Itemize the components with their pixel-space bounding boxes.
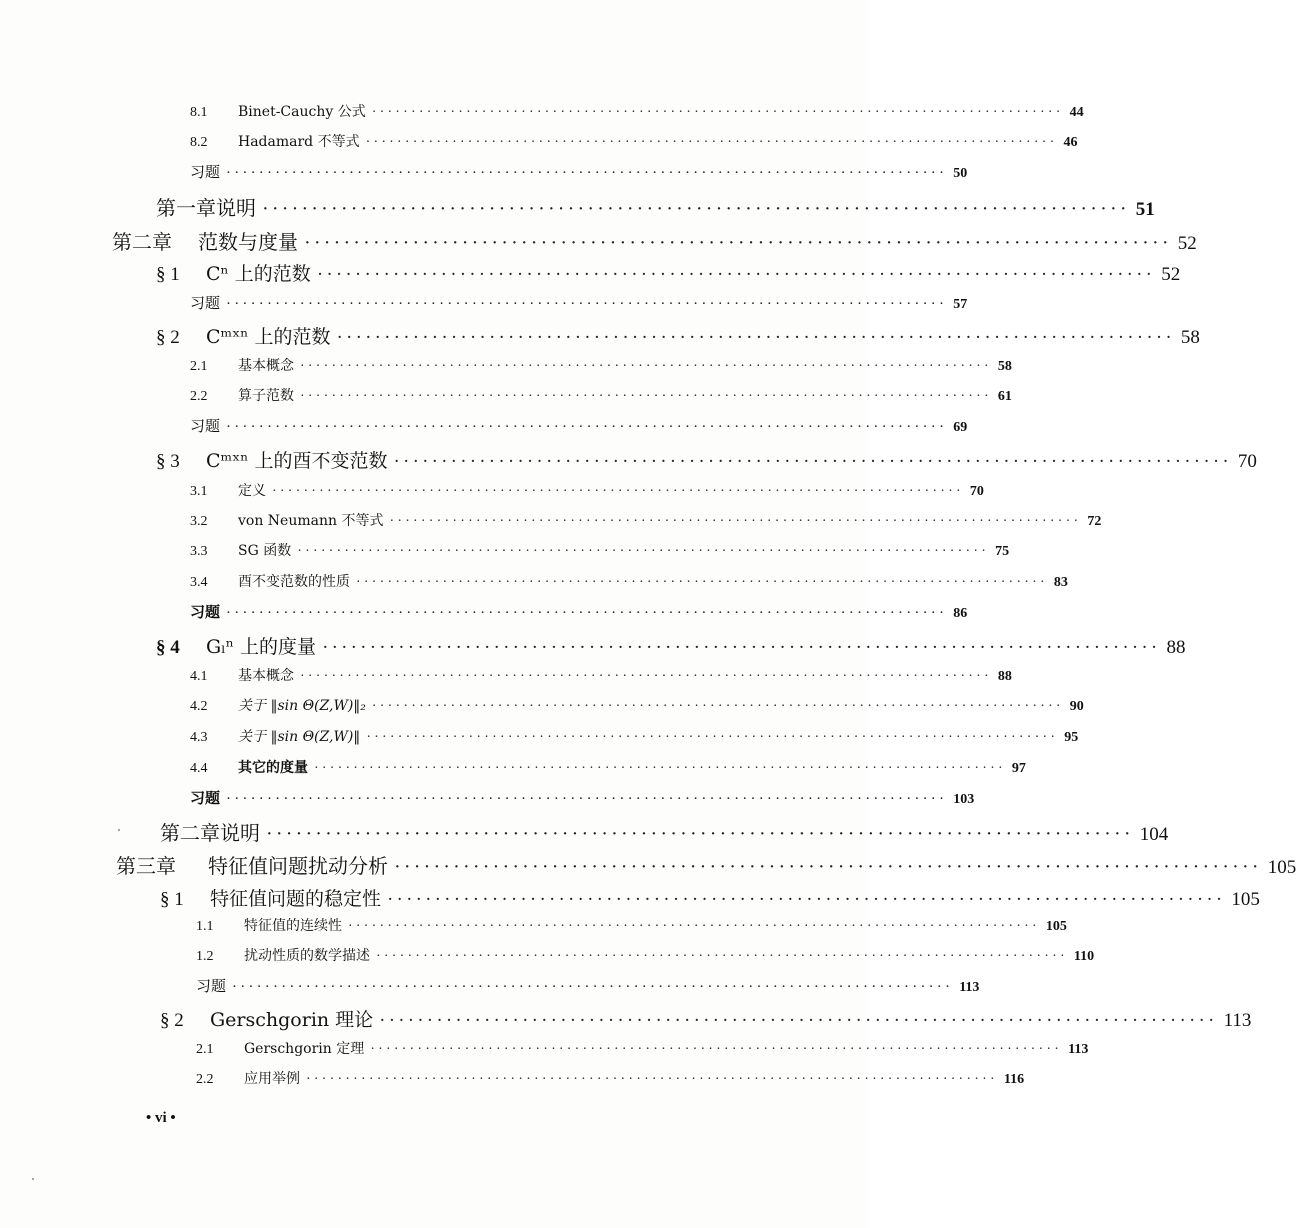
section-number: 4.4 [190,761,208,776]
leader-dots: ························································································ [365,135,1058,150]
section-number: 8.2 [190,135,208,150]
section-number: 3.2 [190,514,208,529]
section-number: 1.1 [196,919,214,934]
section-number: 2.1 [196,1042,214,1057]
entry-title: 第一章说明 [156,196,256,220]
leader-dots: ························································································ [226,296,948,312]
leader-dots: ························································································ [336,327,1175,348]
toc-entry-4-2[interactable] [190,695,1084,715]
toc-entry-3-1[interactable] [190,480,984,500]
leader-dots: ························································································ [304,232,1172,254]
page-number: 113 [1068,1042,1089,1057]
toc-entry-3-2[interactable] [190,510,1102,530]
leader-dots: ························································································ [314,761,1006,776]
section-number: 2.1 [190,359,208,374]
entry-title: 关于 ‖sin Θ(Z,W)‖₂ [238,698,366,714]
page-number: 104 [1139,824,1169,845]
toc-entry-3-section1[interactable] [160,884,1260,911]
leader-dots: ························································································ [348,919,1040,934]
leader-dots: ························································································ [393,451,1232,472]
page-number: 57 [953,297,968,312]
entry-title: Gₗⁿ 上的度量 [206,636,317,658]
entry-title: von Neumann 不等式 [238,513,384,529]
toc-entry-1-1[interactable] [196,915,1067,935]
entry-title: 习题 [190,789,221,807]
section-number: § 4 [156,637,180,658]
leader-dots: ························································································ [226,165,948,181]
toc-entry-2-1-gerschgorin[interactable] [196,1038,1089,1058]
page-number: 70 [969,484,984,499]
entry-title: 应用举例 [244,1071,300,1087]
section-number: 2.2 [190,389,208,404]
page-number: 69 [953,420,968,435]
toc-entry-chapter3[interactable] [116,850,1296,879]
page-number: 113 [1223,1010,1252,1031]
section-number: § 1 [156,264,180,285]
page-number: 70 [1237,451,1257,472]
leader-dots: ························································································ [366,730,1059,745]
chapter-number: 第三章 [116,854,176,878]
page-footer-number: • vi • [146,1110,176,1126]
entry-title: 习题 [190,417,221,435]
section-number: 3.1 [190,484,208,499]
toc-entry-2-2-examples[interactable] [196,1068,1025,1088]
entry-title: 基本概念 [238,358,294,374]
leader-dots: ························································································ [226,791,948,807]
leader-dots: ························································································ [300,669,992,684]
leader-dots: ························································································ [297,544,990,559]
section-number: § 1 [160,889,184,910]
entry-title: 算子范数 [238,388,294,404]
entry-title: Binet-Cauchy 公式 [238,104,366,120]
toc-entry-exercises[interactable] [196,975,980,996]
leader-dots: ························································································ [394,856,1262,878]
entry-title: 习题 [196,977,227,995]
leader-dots: ························································································ [226,419,948,435]
page-number: 105 [1045,919,1067,934]
entry-title: Gerschgorin 理论 [210,1009,374,1031]
leader-dots: ························································································ [316,264,1156,285]
entry-title: 定义 [238,483,266,499]
leader-dots: ························································································ [379,1010,1218,1031]
entry-title: 特征值的连续性 [244,918,342,934]
entry-title: Cᵐˣⁿ 上的酉不变范数 [206,450,388,472]
page-number: 88 [1166,637,1186,658]
toc-entry-exercises[interactable] [190,415,968,436]
page-number: 52 [1161,264,1181,285]
toc-entry-chapter2[interactable] [112,226,1197,255]
entry-title: 第二章说明 [160,821,260,845]
entry-title: 其它的度量 [238,760,308,776]
entry-title: 习题 [190,603,221,621]
entry-title: 扰动性质的数学描述 [244,948,370,964]
toc-entry-2-section1[interactable] [156,259,1181,286]
scan-speck [32,1178,34,1180]
toc-entry-1-2[interactable] [196,945,1095,965]
leader-dots: ························································································ [387,889,1226,910]
entry-title: 范数与度量 [198,230,298,254]
leader-dots: ························································································ [371,699,1064,714]
toc-entry-2-2[interactable] [190,385,1012,405]
page-number: 72 [1087,514,1102,529]
page-number: 58 [997,359,1012,374]
leader-dots: ························································································ [376,949,1068,964]
toc-entry-3-section2[interactable] [160,1005,1252,1032]
leader-dots: ························································································ [300,359,992,374]
page-number: 51 [1135,199,1155,220]
leader-dots: ························································································ [389,514,1082,529]
entry-title: 习题 [190,294,221,312]
toc-entry-3-3[interactable] [190,540,1010,560]
leader-dots: ························································································ [232,979,954,995]
toc-entry-2-section3[interactable] [156,446,1257,473]
toc-entry-chapter1-notes[interactable] [156,192,1155,221]
page-number: 110 [1073,949,1095,964]
leader-dots: ························································································ [371,105,1064,120]
section-number: 3.4 [190,575,208,590]
entry-title: Cᵐˣⁿ 上的范数 [206,326,331,348]
entry-title: 特征值问题扰动分析 [208,854,388,878]
entry-title: Cⁿ 上的范数 [206,263,311,285]
toc-entry-exercises[interactable] [190,292,968,313]
leader-dots: ························································································ [356,575,1048,590]
toc-entry-4-4[interactable] [190,757,1026,777]
leader-dots: ························································································ [226,605,948,621]
toc-entry-exercises[interactable] [190,787,975,808]
toc-entry-exercises[interactable] [190,161,968,182]
page-number: 52 [1177,233,1197,254]
leader-dots: ························································································ [322,637,1161,658]
toc-entry-4-3[interactable] [190,726,1079,746]
page-number: 83 [1053,575,1068,590]
page-number: 90 [1069,699,1084,714]
section-number: 2.2 [196,1072,214,1087]
page-number: 61 [997,389,1012,404]
entry-title: 酉不变范数的性质 [238,574,350,590]
entry-title: 习题 [190,163,221,181]
page-number: 116 [1003,1072,1025,1087]
chapter-number: 第二章 [112,230,172,254]
toc-entry-3-4[interactable] [190,571,1068,591]
entry-title: Gerschgorin 定理 [244,1041,365,1057]
toc-entry-4-1[interactable] [190,665,1012,685]
entry-title: 关于 ‖sin Θ(Z,W)‖ [238,729,361,745]
page-number: 105 [1231,889,1260,910]
section-number: § 2 [160,1010,184,1031]
section-number: § 2 [156,327,180,348]
leader-dots: ························································································ [300,389,992,404]
leader-dots: ························································································ [272,484,964,499]
page-number: 113 [959,980,980,995]
page-number: 44 [1069,105,1084,120]
entry-title: 特征值问题的稳定性 [210,888,382,910]
leader-dots: ························································································ [306,1072,998,1087]
scan-speck [118,829,120,831]
section-number: 8.1 [190,105,208,120]
toc-entry-2-section4[interactable] [156,632,1186,659]
leader-dots: ························································································ [266,823,1134,845]
page-number: 50 [953,166,968,181]
section-number: 4.3 [190,730,208,745]
toc-entry-exercises[interactable] [190,601,968,622]
page-number: 103 [953,792,975,807]
toc-entry-8-2[interactable] [190,131,1078,151]
page-number: 95 [1064,730,1079,745]
entry-title: SG 函数 [238,543,292,559]
entry-title: 基本概念 [238,668,294,684]
section-number: 3.3 [190,544,208,559]
page-number: 105 [1267,857,1296,878]
page-number: 97 [1011,761,1026,776]
page-number: 58 [1180,327,1200,348]
page-number: 75 [995,544,1010,559]
toc-entry-chapter2-notes[interactable] [160,817,1169,846]
leader-dots: ························································································ [262,198,1130,220]
page-number: 86 [953,606,968,621]
page-number: 46 [1063,135,1078,150]
toc-entry-2-section2[interactable] [156,322,1200,349]
page-number: 88 [997,669,1012,684]
section-number: 1.2 [196,949,214,964]
section-number: § 3 [156,451,180,472]
toc-entry-2-1[interactable] [190,355,1012,375]
toc-entry-8-1[interactable] [190,101,1084,121]
section-number: 4.1 [190,669,208,684]
leader-dots: ························································································ [370,1042,1063,1057]
section-number: 4.2 [190,699,208,714]
entry-title: Hadamard 不等式 [238,134,360,150]
